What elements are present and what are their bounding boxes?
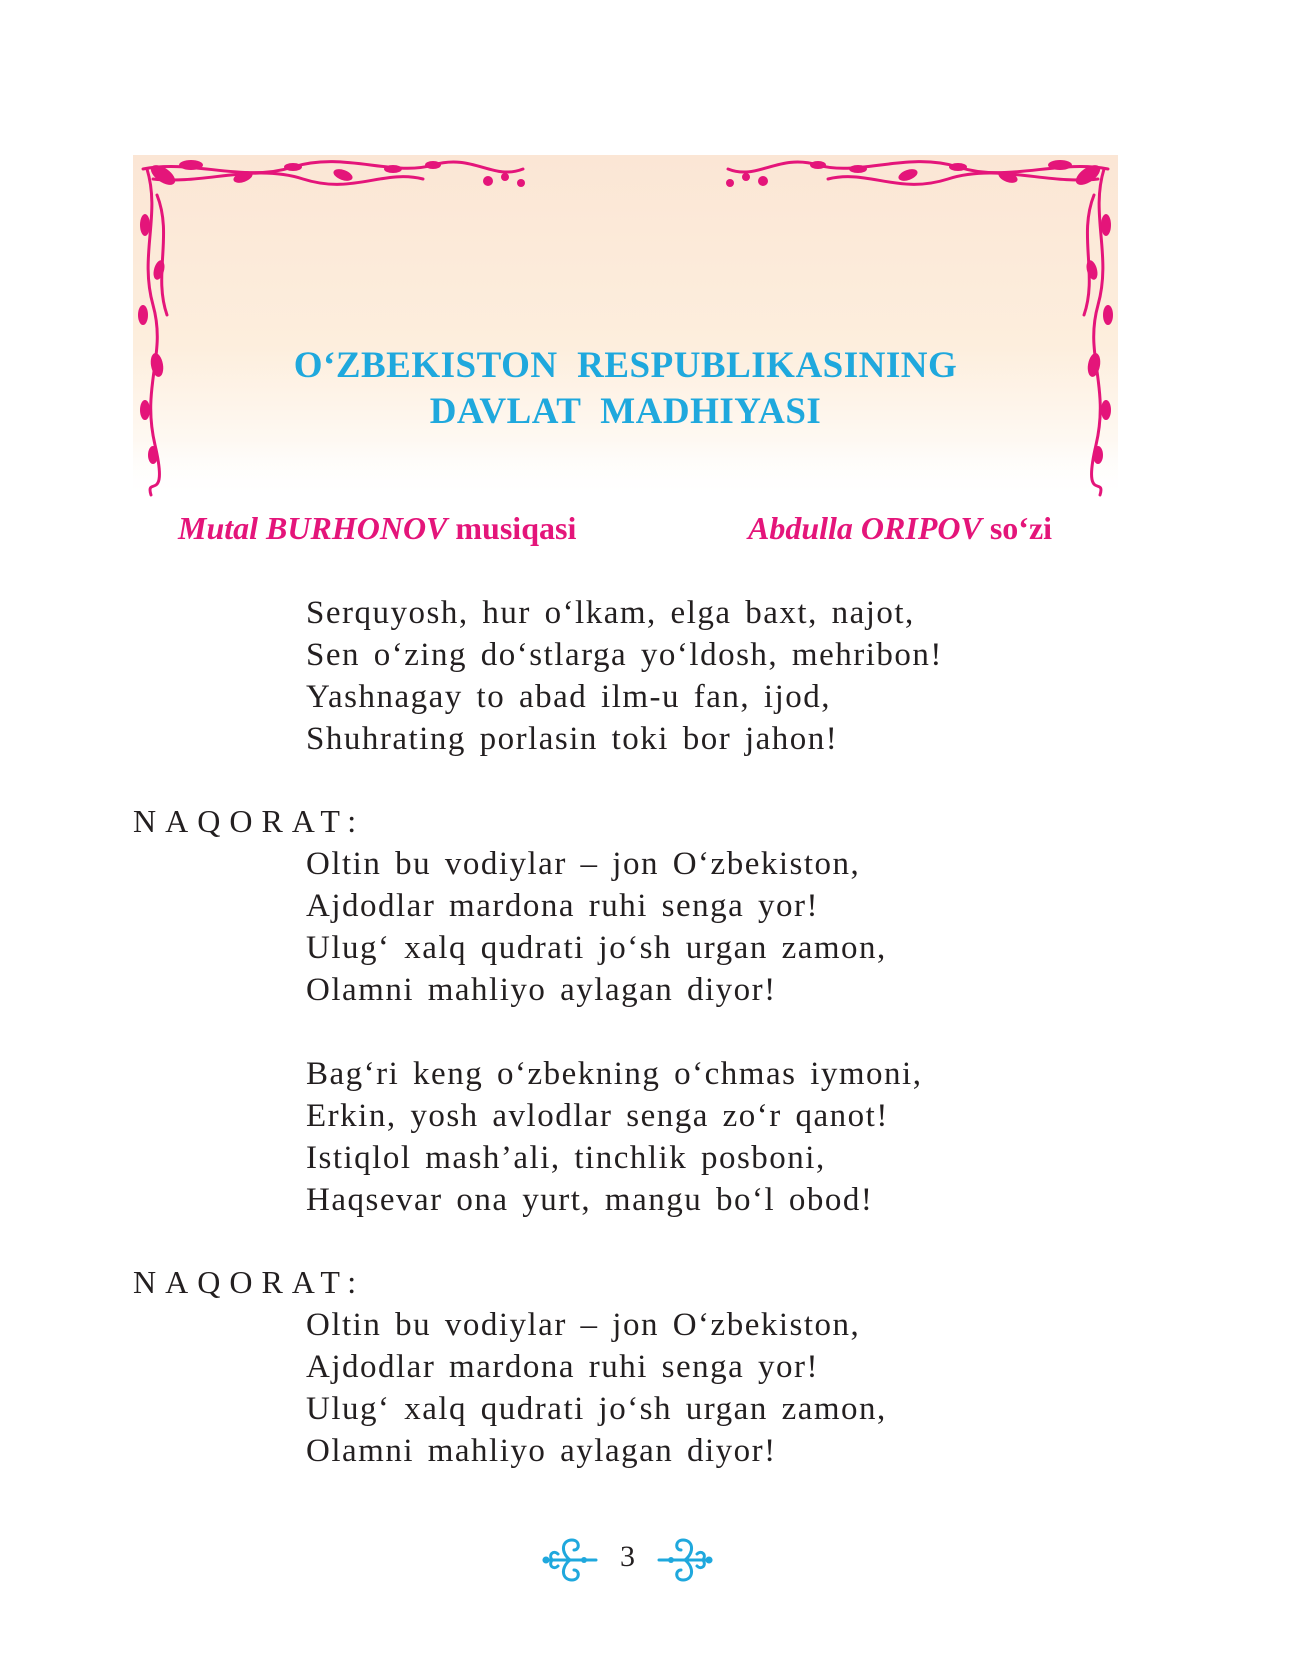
composer-credit [178, 510, 576, 547]
verse-1 [306, 592, 943, 760]
composer-role: musiqasi [455, 510, 577, 546]
title-line-2: DAVLAT MADHIYASI [429, 391, 822, 432]
lyric-line: Olamni mahliyo aylagan diyor! [306, 972, 777, 1008]
lyric-line: Oltin bu vodiylar – jon O‘zbekiston, [306, 1307, 861, 1343]
refrain-label: NAQORAT: [133, 803, 366, 839]
floral-frame-icon [133, 155, 1118, 500]
title-line-1: O‘ZBEKISTON RESPUBLIKASINING [293, 345, 958, 386]
lyric-line: Oltin bu vodiylar – jon O‘zbekiston, [306, 846, 861, 882]
header-banner [133, 155, 1118, 500]
lyric-line: Istiqlol mash’ali, tinchlik posboni, [306, 1140, 826, 1176]
lyric-line: Ajdodlar mardona ruhi senga yor! [306, 1349, 820, 1385]
lyric-line: Ulug‘ xalq qudrati jo‘sh urgan zamon, [306, 930, 887, 966]
lyricist-name: Abdulla ORIPOV [748, 510, 982, 546]
refrain-label: NAQORAT: [133, 1264, 366, 1300]
lyricist-credit [748, 510, 1052, 547]
lyric-line: Haqsevar ona yurt, mangu bo‘l obod! [306, 1182, 874, 1218]
composer-name: Mutal BURHONOV [178, 510, 448, 546]
page-footer [540, 1530, 715, 1590]
lyric-line: Ajdodlar mardona ruhi senga yor! [306, 888, 820, 924]
lyric-line: Sen o‘zing do‘stlarga yo‘ldosh, mehribon! [306, 637, 943, 673]
lyricist-role: so‘zi [989, 510, 1053, 546]
lyric-line: Erkin, yosh avlodlar senga zo‘r qanot! [306, 1098, 889, 1134]
lyric-line: Bag‘ri keng o‘zbekning o‘chmas iymoni, [306, 1056, 923, 1092]
lyric-line: Ulug‘ xalq qudrati jo‘sh urgan zamon, [306, 1391, 887, 1427]
lyric-line: Yashnagay to abad ilm-u fan, ijod, [306, 679, 831, 715]
lyric-line: Serquyosh, hur o‘lkam, elga baxt, najot, [306, 595, 915, 631]
verse-2 [306, 1053, 922, 1221]
lyric-line: Shuhrating porlasin toki bor jahon! [306, 721, 839, 757]
page-number: 3 [620, 1540, 635, 1573]
anthem-title [133, 343, 1118, 435]
lyric-line: Olamni mahliyo aylagan diyor! [306, 1433, 777, 1469]
refrain-1 [306, 843, 887, 1011]
refrain-2 [306, 1304, 887, 1472]
flourish-right-icon [655, 1530, 715, 1590]
